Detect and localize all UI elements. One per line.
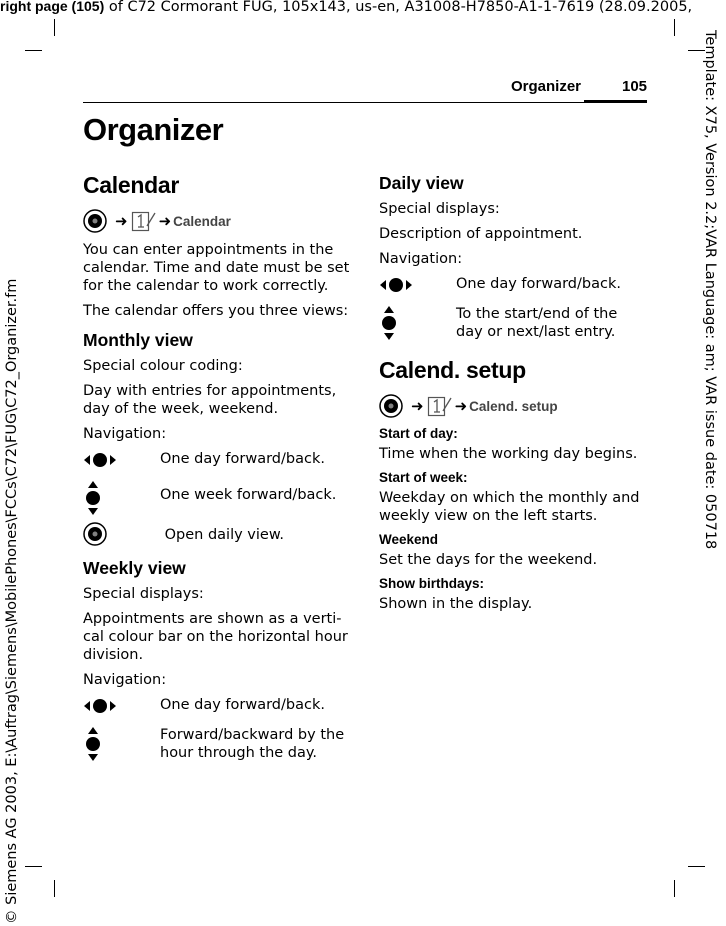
nav-text: One day forward/back.	[160, 451, 325, 467]
weekly-navigation: Navigation:	[83, 672, 167, 688]
daily-navigation: Navigation:	[379, 251, 463, 267]
left-column	[83, 170, 351, 770]
daily-desc: Description of appointment.	[379, 226, 583, 242]
arrow-icon: ➜	[158, 212, 172, 230]
nav-row	[83, 522, 351, 548]
center-key-icon	[83, 209, 107, 233]
nav-row	[379, 275, 647, 297]
crop-mark	[674, 880, 675, 897]
weekly-desc: Appointments are shown as a vertical colour bar on the horizontal hour division.	[83, 611, 348, 663]
nav-text: One day forward/back.	[456, 276, 621, 292]
left-right-navigation-icon	[83, 696, 117, 716]
monthly-coding: Day with entries for appointments, day of the week, weekend.	[83, 383, 337, 417]
left-right-navigation-icon	[83, 450, 117, 470]
center-key-icon	[379, 394, 403, 418]
crop-mark	[688, 866, 705, 867]
nav-row	[83, 450, 351, 472]
menu-path	[379, 394, 647, 418]
left-right-navigation-icon	[379, 275, 413, 295]
nav-text: One day forward/back.	[160, 697, 325, 713]
running-title: Organizer	[511, 78, 582, 95]
nav-row	[83, 480, 351, 514]
monthly-view-heading: Monthly view	[83, 330, 193, 350]
page-title: Organizer	[83, 112, 224, 147]
calendar-intro: You can enter appointments in the calendar. Time and date must be set for the calendar to work correctly.	[83, 242, 350, 294]
up-down-navigation-icon	[83, 480, 103, 516]
page-number: 105	[622, 78, 648, 95]
print-header-line	[0, 0, 726, 15]
up-down-navigation-icon	[379, 305, 399, 341]
menu-path-label: Calendar	[173, 213, 231, 229]
menu-path-label: Calend. setup	[469, 398, 558, 414]
crop-mark	[674, 19, 675, 36]
nav-text: Forward/backward by the hour through the day.	[160, 727, 345, 761]
weekly-special: Special displays:	[83, 586, 204, 602]
organizer-menu-icon	[131, 209, 157, 233]
calendar-heading: Calendar	[83, 172, 180, 198]
daily-special: Special displays:	[379, 201, 500, 217]
nav-row	[379, 305, 647, 341]
nav-row	[83, 696, 351, 718]
setup-desc: Time when the working day begins.	[379, 446, 638, 462]
page-number-rule	[584, 100, 647, 103]
calendar-views-intro: The calendar offers you three views:	[83, 303, 349, 319]
setup-term: Start of day:	[379, 426, 458, 441]
up-down-navigation-icon	[83, 726, 103, 762]
weekly-view-heading: Weekly view	[83, 558, 186, 578]
setup-desc: Shown in the display.	[379, 596, 533, 612]
center-key-icon	[83, 522, 107, 546]
crop-mark	[54, 19, 55, 36]
header-rule	[83, 102, 647, 103]
right-column	[379, 170, 647, 620]
monthly-special: Special colour coding:	[83, 358, 243, 374]
arrow-icon: ➜	[411, 397, 424, 415]
organizer-menu-icon	[427, 394, 453, 418]
calend-setup-heading: Calend. setup	[379, 357, 526, 383]
daily-view-heading: Daily view	[379, 173, 464, 193]
setup-desc: Set the days for the weekend.	[379, 552, 598, 568]
crop-mark	[54, 880, 55, 897]
copyright-path-margin: © Siemens AG 2003, E:\Auftrag\Siemens\MobilePhones\FCCs\C72\FUG\C72_Organizer.fm	[4, 278, 20, 924]
setup-desc: Weekday on which the monthly and weekly view on the left starts.	[379, 490, 640, 524]
nav-text: Open daily view.	[160, 527, 284, 543]
arrow-icon: ➜	[454, 397, 468, 415]
monthly-navigation: Navigation:	[83, 426, 167, 442]
crop-mark	[25, 50, 42, 51]
menu-path	[83, 209, 351, 233]
arrow-icon: ➜	[115, 212, 128, 230]
template-info-margin: Template: X75, Version 2.2;VAR Language: am; VAR issue date: 050718	[702, 30, 718, 550]
nav-text: To the start/end of the day or next/last entry.	[456, 306, 618, 340]
setup-term: Weekend	[379, 532, 439, 547]
print-header-text: of C72 Cormorant FUG, 105x143, us-en, A31008-H7850-A1-1-7619 (28.09.2005,	[104, 0, 693, 15]
crop-mark	[25, 866, 42, 867]
print-header-bold: right page (105)	[0, 0, 105, 14]
setup-term: Show birthdays:	[379, 576, 485, 591]
nav-text: One week forward/back.	[160, 487, 337, 503]
nav-row	[83, 726, 351, 762]
setup-term: Start of week:	[379, 470, 468, 485]
